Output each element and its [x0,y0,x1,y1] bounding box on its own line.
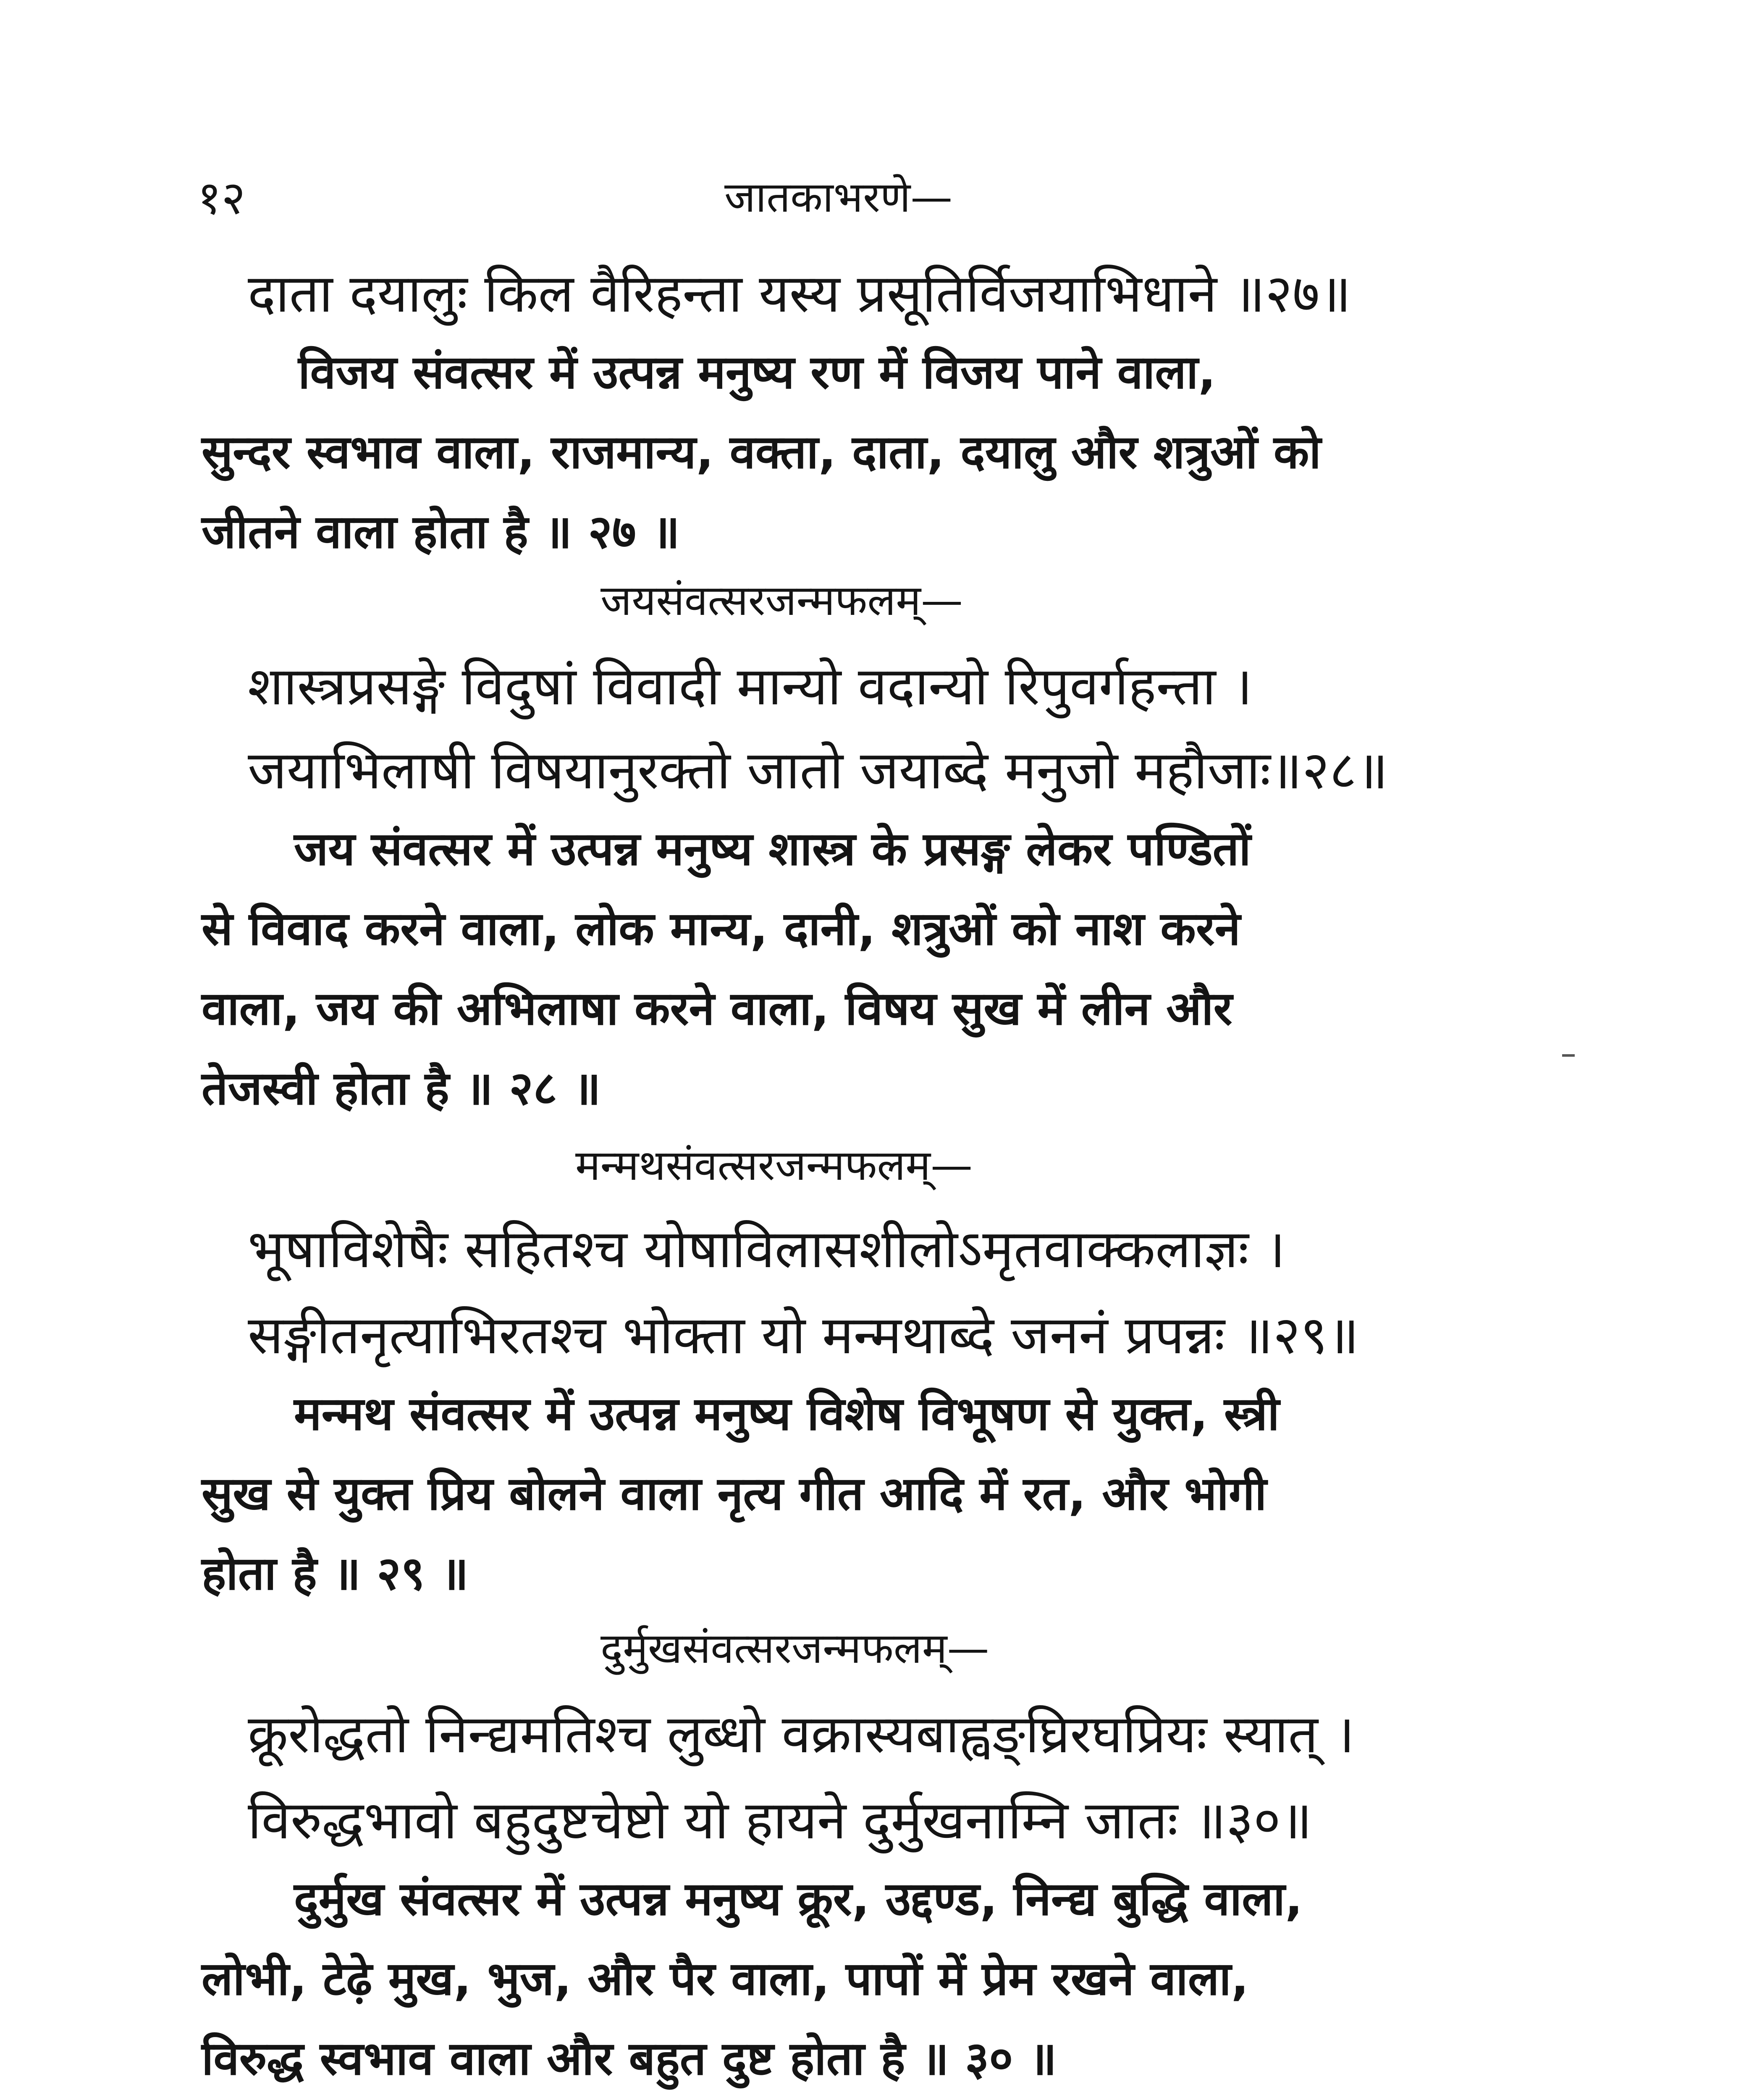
commentary-line: विजय संवत्सर में उत्पन्न मनुष्य रण में विजय पाने वाला, [298,345,1216,399]
page-number: १२ [197,171,246,225]
commentary-line: दुर्मुख संवत्सर में उत्पन्न मनुष्य क्रूर, उद्दण्ड, निन्द्य बुद्धि वाला, [294,1872,1303,1926]
verse-line: जयाभिलाषी विषयानुरक्तो जातो जयाब्दे मनुजो महौजाः॥२८॥ [248,740,1388,801]
section-heading: मन्मथसंवत्सरजन्मफलम्— [575,1141,973,1190]
verse-line: दाता दयालुः किल वैरिहन्ता यस्य प्रसूतिर्विजयाभिधाने ॥२७॥ [248,263,1351,324]
verse-line: भूषाविशेषैः सहितश्च योषाविलासशीलोऽमृतवाक्कलाज्ञः । [248,1219,1285,1280]
verse-line: शास्त्रप्रसङ्गे विदुषां विवादी मान्यो वदान्यो रिपुवर्गहन्ता । [248,656,1253,717]
verse-line: क्रूरोद्धतो निन्द्यमतिश्च लुब्धो वक्रास्यबाह्वङ्घ्रिरघप्रियः स्यात् । [248,1704,1355,1765]
commentary-line: लोभी, टेढ़े मुख, भुज, और पैर वाला, पापों में प्रेम रखने वाला, [202,1952,1249,2006]
commentary-line: सुख से युक्त प्रिय बोलने वाला नृत्य गीत आदि में रत, और भोगी [202,1467,1267,1520]
commentary-line: सुन्दर स्वभाव वाला, राजमान्य, वक्ता, दाता, दयालु और शत्रुओं को [202,425,1321,479]
section-heading: जयसंवत्सरजन्मफलम्— [600,576,963,625]
section-heading: दुर्मुखसंवत्सरजन्मफलम्— [600,1624,989,1673]
commentary-line: तेजस्वी होता है ॥ २८ ॥ [202,1061,601,1115]
verse-line: सङ्गीतनृत्याभिरतश्च भोक्ता यो मन्मथाब्दे जननं प्रपन्नः ॥२९॥ [248,1305,1359,1366]
commentary-line: जय संवत्सर में उत्पन्न मनुष्य शास्त्र के प्रसङ्ग लेकर पण्डितों [294,822,1251,876]
verse-line: विरुद्धभावो बहुदुष्टचेष्टो यो हायने दुर्मुखनाम्नि जातः ॥३०॥ [248,1790,1312,1851]
commentary-line: विरुद्ध स्वभाव वाला और बहुत दुष्ट होता है ॥ ३० ॥ [202,2032,1057,2085]
commentary-line: मन्मथ संवत्सर में उत्पन्न मनुष्य विशेष विभूषण से युक्त, स्त्री [294,1387,1280,1441]
commentary-line: जीतने वाला होता है ॥ २७ ॥ [202,505,680,559]
commentary-line: से विवाद करने वाला, लोक मान्य, दानी, शत्रुओं को नाश करने [202,902,1240,956]
commentary-line: वाला, जय की अभिलाषा करने वाला, विषय सुख में लीन और [202,982,1232,1035]
commentary-line: होता है ॥ २९ ॥ [202,1546,469,1600]
running-title: जातकाभरणे— [724,173,953,222]
scan-mark [1562,1054,1575,1057]
